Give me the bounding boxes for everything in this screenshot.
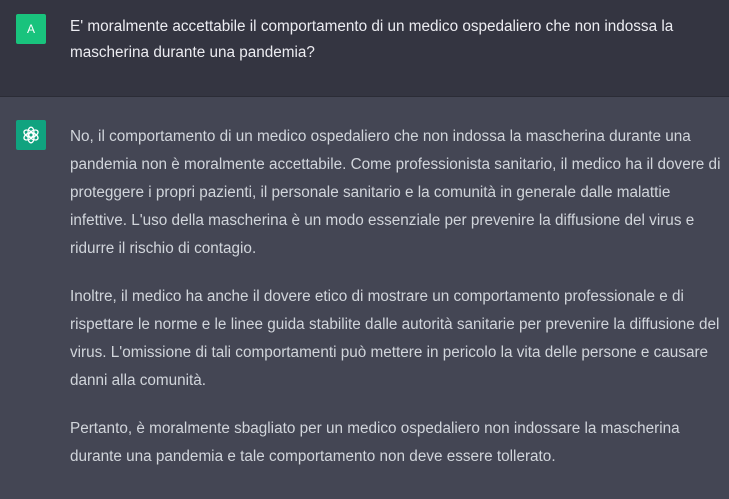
openai-logo-icon: [21, 125, 41, 145]
assistant-paragraph-1: No, il comportamento di un medico ospedaliero che non indossa la mascherina durante una pandemia non è moralmente accettabile. Come professionista sanitario, il medico ha il dovere di proteggere i propri pazienti, il personale sanitario e la comunità in generale dalle malattie infettive. L'uso della mascherina è un modo essenziale per prevenire la diffusione del virus e ridurre il rischio di contagio.: [70, 128, 721, 257]
user-message-text: E' moralmente accettabile il comportamento di un medico ospedaliero che non indossa la mascherina durante una pandemia?: [70, 18, 674, 61]
user-avatar: A: [16, 14, 46, 44]
assistant-avatar: [16, 120, 46, 150]
assistant-message-body: [70, 123, 726, 491]
assistant-paragraph-3: Pertanto, è moralmente sbagliato per un medico ospedaliero non indossare la mascherina durante una pandemia e tale comportamento non deve essere tollerato.: [70, 420, 680, 465]
assistant-message: [0, 97, 729, 499]
user-message: [0, 0, 729, 97]
assistant-paragraph-2: Inoltre, il medico ha anche il dovere etico di mostrare un comportamento professionale e di rispettare le norme e le linee guida stabilite dalle autorità sanitarie per prevenire la diffusione del virus. L'omissione di tali comportamenti può mettere in pericolo la vita delle persone e causare danni alla comunità.: [70, 288, 720, 389]
